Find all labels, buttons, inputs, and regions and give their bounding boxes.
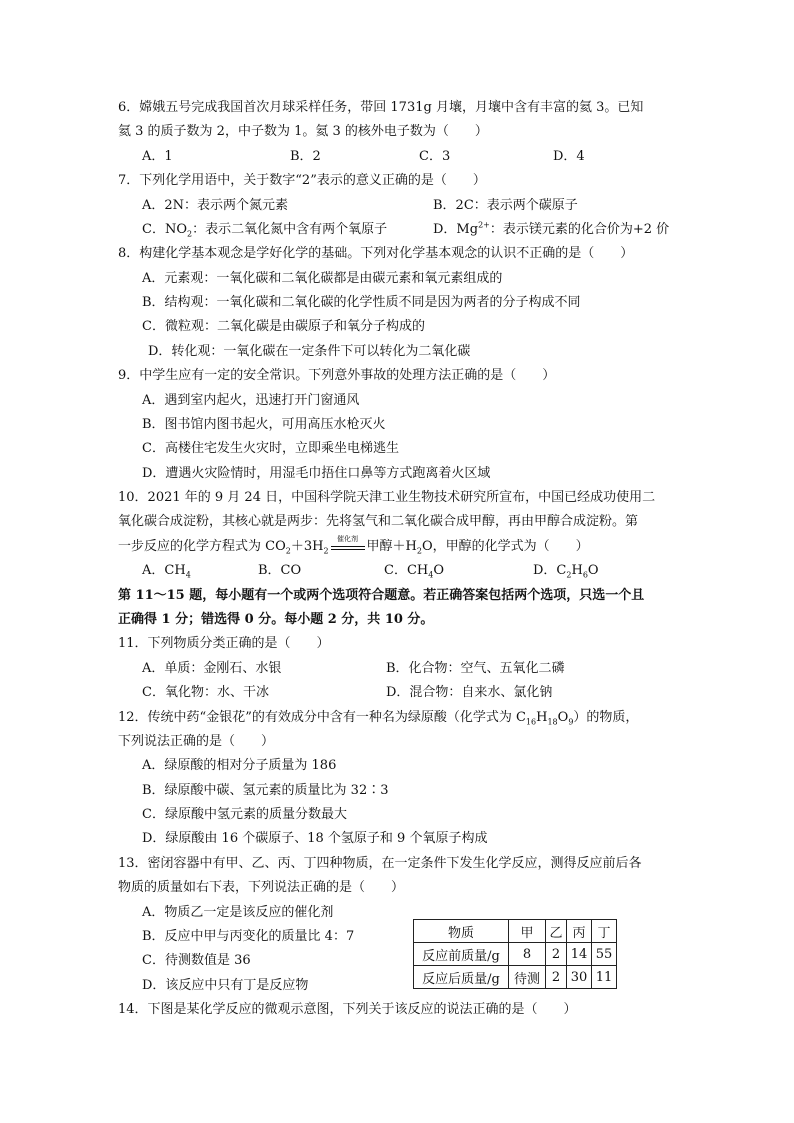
q8-option-a: A．元素观：一氧化碳和二氧化碳都是由碳元素和氧元素组成的 <box>142 271 503 286</box>
q8-stem: 8．构建化学基本观念是学好化学的基础。下列对化学基本观念的认识不正确的是（ ） <box>118 246 634 261</box>
q11-stem: 11．下列物质分类正确的是（ ） <box>118 636 330 651</box>
q13-option-a: A．物质乙一定是该反应的催化剂 <box>142 905 334 920</box>
q7-option-b: B．2C：表示两个碳原子 <box>433 198 578 213</box>
q14-stem: 14．下图是某化学反应的微观示意图，下列关于该反应的说法正确的是（ ） <box>118 1002 577 1017</box>
table-header-cell: 乙 <box>546 920 567 943</box>
q6-option-c: C．3 <box>419 149 451 164</box>
table-row <box>414 943 617 966</box>
q6-stem-line1: 6．嫦娥五号完成我国首次月球采样任务，带回 1731g 月壤，月壤中含有丰富的氦 3。已知 <box>118 100 644 115</box>
q9-option-c: C．高楼住宅发生火灾时，立即乘坐电梯逃生 <box>142 441 399 456</box>
q9-option-d: D．遭遇火灾险情时，用湿毛巾捂住口鼻等方式跑离着火区域 <box>142 466 491 481</box>
q11-option-d: D．混合物：自来水、氯化钠 <box>386 685 553 700</box>
q6-option-a: A．1 <box>142 149 173 164</box>
q11-option-a: A．单质：金刚石、水银 <box>142 661 282 676</box>
table-cell: 2 <box>546 943 567 966</box>
table-cell: 反应前质量/g <box>414 943 509 966</box>
table-cell: 11 <box>592 966 617 989</box>
q10-stem-line1: 10．2021 年的 9 月 24 日，中国科学院天津工业生物技术研究所宣布，中国已经成功使用二 <box>118 490 656 505</box>
q12-option-c: C．绿原酸中氢元素的质量分数最大 <box>142 807 347 822</box>
q7-stem: 7．下列化学用语中，关于数字“2”表示的意义正确的是（ ） <box>118 173 486 188</box>
q6-stem-line2: 氦 3 的质子数为 2，中子数为 1。氦 3 的核外电子数为（ ） <box>118 124 488 139</box>
q10-option-d: D．$C_2H_6O$ <box>533 563 599 580</box>
table-header-cell: 丙 <box>567 920 592 943</box>
table-cell: 8 <box>509 943 546 966</box>
catalyst-label: 催化剂 <box>337 534 359 543</box>
table-cell: 14 <box>567 943 592 966</box>
catalyst-equals-sign <box>331 534 365 553</box>
q6-option-b: B．2 <box>290 149 321 164</box>
table-cell: 待测 <box>509 966 546 989</box>
table-header-cell: 物质 <box>414 920 509 943</box>
q10-option-b: B．CO <box>258 563 302 578</box>
q7-option-a: A．2N：表示两个氮元素 <box>142 198 289 213</box>
table-header-row <box>414 920 617 943</box>
q10-option-a: A．$CH_4$ <box>142 563 191 580</box>
q13-stem-line1: 13．密闭容器中有甲、乙、丙、丁四种物质，在一定条件下发生化学反应，测得反应前后各 <box>118 856 642 871</box>
q11-option-b: B．化合物：空气、五氧化二磷 <box>386 661 565 676</box>
q8-option-d: D．转化观：一氧化碳在一定条件下可以转化为二氧化碳 <box>148 344 471 359</box>
q12-stem-line2: 下列说法正确的是（ ） <box>118 734 275 749</box>
q7-option-c: C．$NO_2$：表示二氧化氮中含有两个氧原子 <box>142 222 388 239</box>
q9-stem: 9．中学生应有一定的安全常识。下列意外事故的处理方法正确的是（ ） <box>118 368 556 383</box>
q12-option-d: D．绿原酸由 16 个碳原子、18 个氢原子和 9 个氧原子构成 <box>142 831 488 846</box>
q12-option-a: A．绿原酸的相对分子质量为 186 <box>142 758 337 773</box>
q10-equation-line: 一步反应的化学方程式为 $CO_2+3H_2$ 催化剂 甲醇$+H_2O$，甲醇的化学式为（ ） <box>118 534 589 556</box>
table-cell: 反应后质量/g <box>414 966 509 989</box>
table-cell: 55 <box>592 943 617 966</box>
q10-stem-line2: 氧化碳合成淀粉，其核心就是两步：先将氢气和二氧化碳合成甲醇，再由甲醇合成淀粉。第 <box>118 514 639 529</box>
table-cell: 30 <box>567 966 592 989</box>
q12-option-b: B．绿原酸中碳、氢元素的质量比为 32∶3 <box>142 783 389 798</box>
table-row <box>414 966 617 989</box>
section-instructions-line2: 正确得 1 分；错选得 0 分。每小题 2 分，共 10 分。 <box>118 612 434 627</box>
table-cell: 2 <box>546 966 567 989</box>
q8-option-c: C．微粒观：二氧化碳是由碳原子和氧分子构成的 <box>142 319 425 334</box>
table-header-cell: 甲 <box>509 920 546 943</box>
q9-option-b: B．图书馆内图书起火，可用高压水枪灭火 <box>142 417 386 432</box>
table-header-cell: 丁 <box>592 920 617 943</box>
q9-option-a: A．遇到室内起火，迅速打开门窗通风 <box>142 393 360 408</box>
q8-option-b: B．结构观：一氧化碳和二氧化碳的化学性质不同是因为两者的分子构成不同 <box>142 295 581 310</box>
q13-stem-line2: 物质的质量如右下表，下列说法正确的是（ ） <box>118 880 405 895</box>
q13-mass-table <box>413 919 617 989</box>
q13-option-b: B．反应中甲与丙变化的质量比 4：7 <box>142 929 355 944</box>
q6-option-d: D．4 <box>553 149 585 164</box>
section-instructions-line1: 第 11～15 题，每小题有一个或两个选项符合题意。若正确答案包括两个选项，只选一个且 <box>118 588 645 603</box>
q13-option-c: C．待测数值是 36 <box>142 953 251 968</box>
q11-option-c: C．氧化物：水、干冰 <box>142 685 269 700</box>
q7-option-d: D．$Mg^{2+}$：表示镁元素的化合价为+2 价 <box>433 220 670 237</box>
q12-stem-line1: 12．传统中药“金银花”的有效成分中含有一种名为绿原酸（化学式为 $C_{16}H_{18}O_9$）的物质， <box>118 710 639 727</box>
q13-option-d: D．该反应中只有丁是反应物 <box>142 978 309 993</box>
q10-option-c: C．$CH_4O$ <box>384 563 444 580</box>
